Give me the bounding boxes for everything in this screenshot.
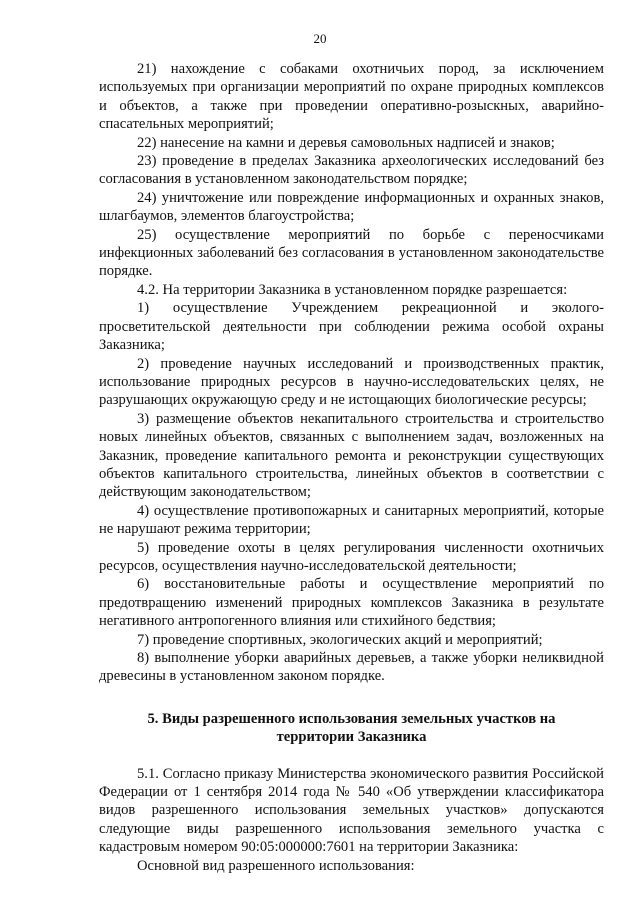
paragraph-allowed-4: 4) осуществление противопожарных и санитарных мероприятий, которые не нарушают режима территории; — [99, 502, 604, 538]
paragraph-allowed-1: 1) осуществление Учреждением рекреационной и эколого-просветительской деятельности при соблюдении режима особой охраны Заказника; — [99, 300, 604, 354]
paragraph-allowed-7: 7) проведение спортивных, экологических акций и мероприятий; — [137, 631, 543, 648]
paragraph-item-25: 25) осуществление мероприятий по борьбе с переносчиками инфекционных заболеваний без согласования в установленном законодательстве порядке. — [99, 226, 604, 280]
paragraph-allowed-2: 2) проведение научных исследований и производственных практик, использование природных ресурсов в научно-исследовательских целях, не разрушающих окружающую среду и не истощающих биологические ресурсы; — [99, 355, 604, 409]
paragraph-item-23: 23) проведение в пределах Заказника археологических исследований без согласования в установленном законодательством порядке; — [99, 153, 604, 188]
document-body — [99, 60, 604, 875]
page-number: 20 — [313, 31, 327, 46]
paragraph-main-use: Основной вид разрешенного использования: — [137, 857, 415, 874]
paragraph-item-22: 22) нанесение на камни и деревья самовольных надписей и знаков; — [137, 134, 555, 151]
paragraph-allowed-3: 3) размещение объектов некапитального строительства и строительство новых линейных объектов, связанных с выполнением задач, возложенных на Заказник, проведение капитального ремонта и реконструкции существующих объектов капитального строительства, линейных объектов в соответствии с действующим законодательством; — [99, 410, 604, 501]
paragraph-item-21: 21) нахождение с собаками охотничьих пород, за исключением используемых при организации мероприятий по охране природных комплексов и объектов, а также при проведении оперативно-розыскных, аварийно-спасательных мероприятий; — [99, 61, 604, 133]
paragraph-5-1: 5.1. Согласно приказу Министерства экономического развития Российской Федерации от 1 сентября 2014 года № 540 «Об утверждении классификатора видов разрешенного использования земельных участков» допускаются следующие виды разрешенного использования земельного участка с кадастровым номером 90:05:000000:7601 на территории Заказника: — [99, 765, 604, 856]
paragraph-allowed-6: 6) восстановительные работы и осуществление мероприятий по предотвращению изменений природных комплексов Заказника в результате негативного антропогенного влияния или стихийного бедствия; — [99, 576, 604, 630]
paragraph-4-2: 4.2. На территории Заказника в установленном порядке разрешается: — [137, 281, 568, 298]
paragraph-item-24: 24) уничтожение или повреждение информационных и охранных знаков, шлагбаумов, элементов благоустройства; — [99, 189, 604, 225]
paragraph-allowed-8: 8) выполнение уборки аварийных деревьев, а также уборки неликвидной древесины в установленном законом порядке. — [99, 650, 604, 685]
section-heading: 5. Виды разрешенного использования земельных участков на территории Заказника — [147, 710, 556, 746]
paragraph-allowed-5: 5) проведение охоты в целях регулирования численности охотничьих ресурсов, осуществления научно-исследовательской деятельности; — [99, 539, 604, 574]
